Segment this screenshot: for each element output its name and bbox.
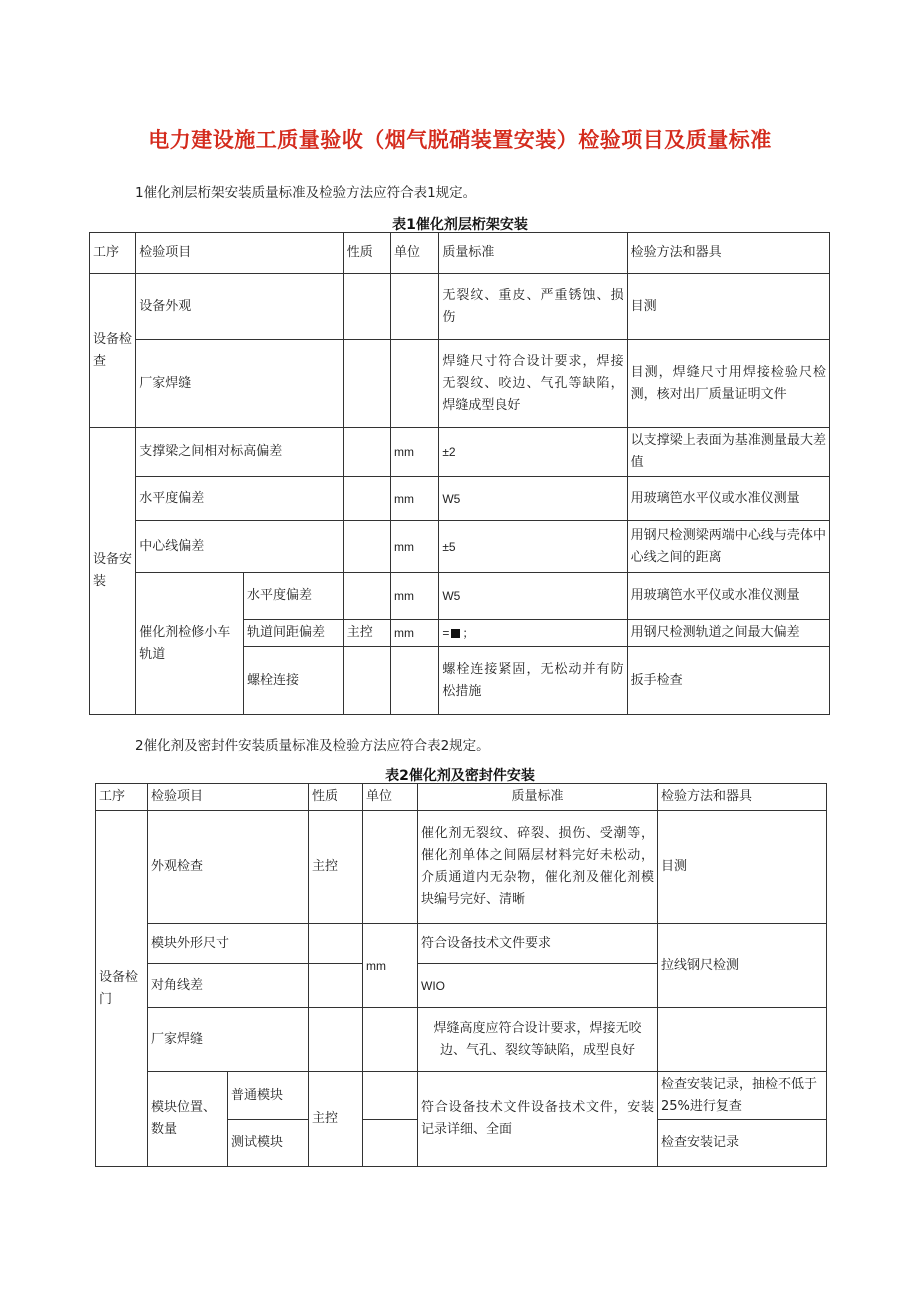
header-cell: 工序: [90, 233, 136, 274]
group-cell: 设备安装: [90, 428, 136, 715]
method-cell: 目测: [658, 811, 827, 924]
unit-cell: [391, 647, 439, 715]
nature-cell: 主控: [309, 1072, 363, 1167]
header-cell: 单位: [391, 233, 439, 274]
unit-cell: [363, 1008, 418, 1072]
unit-cell: [363, 1120, 418, 1167]
header-cell: 检验项目: [136, 233, 343, 274]
standard-cell: 无裂纹、重皮、严重锈蚀、损伤: [439, 274, 627, 340]
standard-cell: W5: [439, 573, 627, 620]
subgroup-cell: 模块位置、数量: [148, 1072, 228, 1167]
unit-cell: [391, 340, 439, 428]
nature-cell: [343, 573, 390, 620]
table-row: [90, 428, 830, 477]
nature-cell: [343, 647, 390, 715]
item-cell: 测试模块: [228, 1120, 309, 1167]
unit-cell: mm: [363, 924, 418, 1008]
method-cell: 扳手检查: [627, 647, 829, 715]
table-row: [90, 477, 830, 521]
header-cell: 质量标准: [439, 233, 627, 274]
standard-cell: WIO: [418, 964, 658, 1008]
unit-cell: [391, 274, 439, 340]
header-cell: 检验项目: [148, 784, 309, 811]
method-cell: 拉线钢尺检测: [658, 924, 827, 1008]
item-cell: 设备外观: [136, 274, 343, 340]
table-row: [90, 573, 830, 620]
item-cell: 螺栓连接: [244, 647, 344, 715]
nature-cell: [309, 1008, 363, 1072]
method-cell: 用玻璃笆水平仪或水准仪测量: [627, 573, 829, 620]
subgroup-cell: 催化剂检修小车轨道: [136, 573, 244, 715]
header-cell: 质量标准: [418, 784, 658, 811]
nature-cell: [343, 340, 390, 428]
nature-cell: [343, 274, 390, 340]
table-row: [96, 784, 827, 811]
group-cell: 设备检查: [90, 274, 136, 428]
table-row: [90, 233, 830, 274]
nature-cell: 主控: [343, 620, 390, 647]
table-2: [95, 783, 827, 1167]
header-cell: 检验方法和器具: [627, 233, 829, 274]
paragraph-1: 1催化剂层桁架安装质量标准及检验方法应符合表1规定。: [135, 185, 477, 201]
nature-cell: 主控: [309, 811, 363, 924]
item-cell: 水平度偏差: [244, 573, 344, 620]
table-row: [90, 340, 830, 428]
standard-cell: 符合设备技术文件设备技术文件，安装记录详细、全面: [418, 1072, 658, 1167]
standard-suffix: ；: [462, 626, 475, 640]
nature-cell: [343, 521, 390, 573]
table-row: [96, 1072, 827, 1120]
standard-prefix: =: [442, 626, 450, 640]
item-cell: 支撑梁之间相对标高偏差: [136, 428, 343, 477]
standard-cell: [439, 620, 627, 647]
header-cell: 工序: [96, 784, 148, 811]
header-cell: 性质: [309, 784, 363, 811]
table-1: [89, 232, 830, 715]
item-cell: 轨道间距偏差: [244, 620, 344, 647]
paragraph-2: 2催化剂及密封件安装质量标准及检验方法应符合表2规定。: [135, 738, 490, 754]
table-row: [96, 1008, 827, 1072]
item-cell: 对角线差: [148, 964, 309, 1008]
standard-cell: W5: [439, 477, 627, 521]
table-row: [90, 521, 830, 573]
method-cell: 检查安装记录，抽检不低于25%进行复查: [658, 1072, 827, 1120]
table2-caption: 表2催化剂及密封件安装: [385, 768, 535, 784]
header-cell: 性质: [343, 233, 390, 274]
method-cell: 以支撑梁上表面为基准测量最大差值: [627, 428, 829, 477]
method-cell: 用钢尺检测轨道之间最大偏差: [627, 620, 829, 647]
unit-cell: mm: [391, 428, 439, 477]
method-cell: 目测: [627, 274, 829, 340]
method-cell: 检查安装记录: [658, 1120, 827, 1167]
standard-cell: 催化剂无裂纹、碎裂、损伤、受潮等，催化剂单体之间隔层材料完好未松动，介质通道内无杂物，催化剂及催化剂模块编号完好、清晰: [418, 811, 658, 924]
group-cell: 设备检门: [96, 811, 148, 1167]
unit-cell: mm: [391, 477, 439, 521]
item-cell: 普通模块: [228, 1072, 309, 1120]
document-title: 电力建设施工质量验收（烟气脱硝装置安装）检验项目及质量标准: [148, 128, 772, 152]
table-row: [90, 274, 830, 340]
unit-cell: mm: [391, 573, 439, 620]
table-row: [96, 924, 827, 964]
standard-cell: ±2: [439, 428, 627, 477]
standard-cell: 焊缝尺寸符合设计要求，焊接无裂纹、咬边、气孔等缺陷，焊缝成型良好: [439, 340, 627, 428]
table1-caption: 表1催化剂层桁架安装: [392, 217, 528, 233]
item-cell: 中心线偏差: [136, 521, 343, 573]
item-cell: 模块外形尺寸: [148, 924, 309, 964]
unit-cell: mm: [391, 521, 439, 573]
header-cell: 单位: [363, 784, 418, 811]
unit-cell: mm: [391, 620, 439, 647]
method-cell: 用钢尺检测梁两端中心线与壳体中心线之间的距离: [627, 521, 829, 573]
table-row: [96, 811, 827, 924]
standard-cell: 螺栓连接紧固，无松动并有防松措施: [439, 647, 627, 715]
unit-cell: [363, 811, 418, 924]
method-cell: 用玻璃笆水平仪或水准仪测量: [627, 477, 829, 521]
nature-cell: [343, 477, 390, 521]
nature-cell: [309, 964, 363, 1008]
item-cell: 厂家焊缝: [148, 1008, 309, 1072]
method-cell: 目测，焊缝尺寸用焊接检验尺检测，核对出厂质量证明文件: [627, 340, 829, 428]
standard-cell: 焊缝高度应符合设计要求，焊接无咬边、气孔、裂纹等缺陷，成型良好: [418, 1008, 658, 1072]
standard-cell: 符合设备技术文件要求: [418, 924, 658, 964]
nature-cell: [343, 428, 390, 477]
square-symbol-icon: [451, 629, 460, 638]
nature-cell: [309, 924, 363, 964]
item-cell: 外观检查: [148, 811, 309, 924]
standard-cell: ±5: [439, 521, 627, 573]
item-cell: 厂家焊缝: [136, 340, 343, 428]
method-cell: [658, 1008, 827, 1072]
item-cell: 水平度偏差: [136, 477, 343, 521]
header-cell: 检验方法和器具: [658, 784, 827, 811]
unit-cell: [363, 1072, 418, 1120]
